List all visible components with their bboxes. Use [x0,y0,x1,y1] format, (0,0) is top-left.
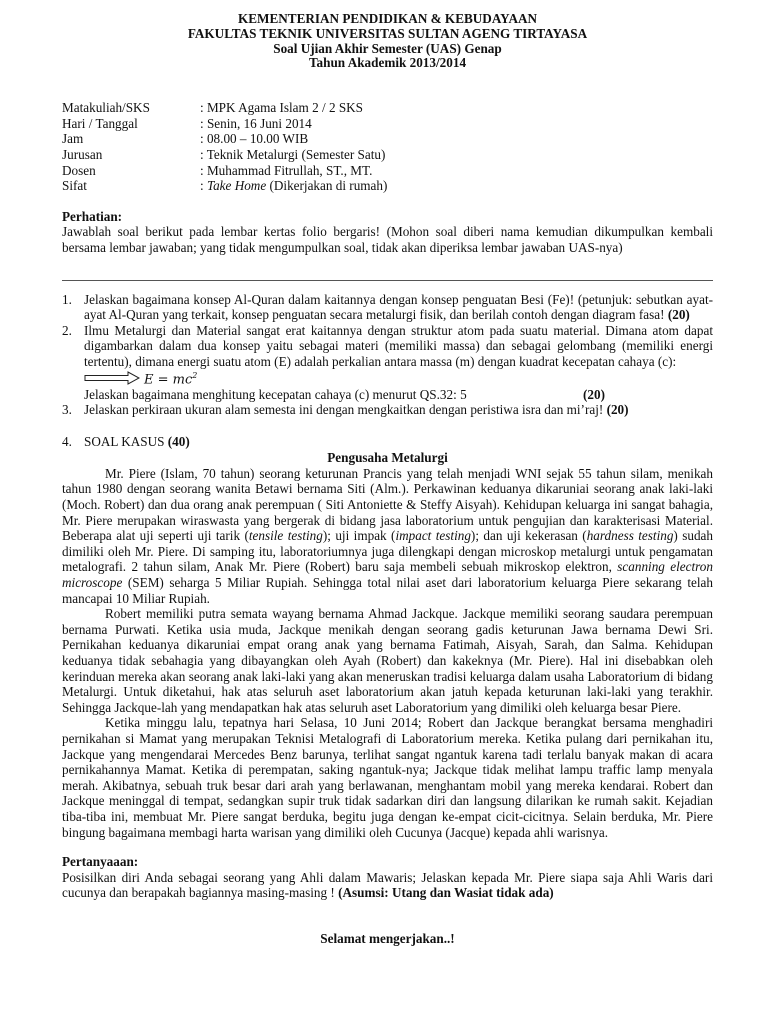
info-row-date [62,116,713,132]
info-row-time [62,131,713,147]
question-followup: Jelaskan bagaimana menghitung kecepatan cahaya (c) menurut QS.32: 5 [84,386,467,402]
question-number: 2. [62,322,72,338]
info-label: Sifat [62,178,87,194]
case-term: scanning electron microscope [62,559,713,591]
info-label: Dosen [62,162,96,178]
question-number: 1. [62,291,72,307]
info-row-lecturer [62,163,713,179]
case-paragraph: Robert memiliki putra semata wayang bernama Ahmad Jackque. Jackque memiliki seorang saudara perempuan bernama Purwati. Ketika usia muda, Jackque menikah dengan seorang gadis keturunan Jawa bernama Dewi Sri. Pernikahan keduanya dikaruniai empat orang anak yang bernama Fatimah, Aisyah, Sarah, dan Salma. Kehidupan keduanya tidak sebahagia yang dibayangkan oleh Ayah (Robert) dan kakeknya (Mr. Piere). Hal ini disebabkan oleh kerinduan mereka akan seorang anak laki-laki yang akan meneruskan tradisi keluarga dalam usaha Laboratorium di bidang Metalurgi. Untuk diketahui, hak atas seluruh aset laboratorium akan jatuh kepada keturunan laki-laki yang terakhir. Sehingga Jackque-lah yang mendapatkan hak atas seluruh aset Laboratorium yang dimiliki oleh keluarga besar Piere. [62,606,713,715]
case-text: ); dan uji kekerasan ( [470,528,587,544]
question-body [84,323,713,402]
question-prompt: Posisilkan diri Anda sebagai seorang yang Ahli dalam Mawaris; Jelaskan kepada Mr. Piere siapa saja Ahli Waris dari cucunya dan berapakah bagiannya masing-masing ! [62,869,713,901]
info-value: : 08.00 – 10.00 WIB [200,131,309,147]
question-score: (20) [606,402,629,418]
question-number: 4. [62,433,72,449]
question-item [62,402,713,418]
case-paragraph: Ketika minggu lalu, tepatnya hari Selasa, 10 Juni 2014; Robert dan Jackque berangkat bersama menghadiri pernikahan si Mamat yang merupakan Teknisi Metalografi di Laboratorium mereka. Ketika pulang dari pernikahan itu, Jackque yang mengendarai Mercedes Benz barunya, terlihat sangat ngantuk karena tadi terlalu banyak makan di acara pernikahannya Mamat. Ketika di perempatan, saking ngantuk-nya; Jackque tidak melihat lampu traffic lamp menyala merah. Akibatnya, sebuah truk besar dari arah yang berlawanan, menghantam mobil yang mereka kendarai. Robert dan Jackque meninggal di tempat, sedangkan supir truk tidak sadarkan diri dan langsung dilarikan ke rumah sakit. Kejadian tiba-tiba ini, membuat Mr. Piere sangat berduka, begitu juga dengan ke-empat cicit-cicitnya. Selain berduka, Mr. Piere bingung bagaimana membagi harta warisan yang dimiliki oleh Cucunya (Jacque) kepada ahli warisnya. [62,715,713,840]
info-row-nature [62,178,713,194]
question-score: (20) [583,386,605,402]
case-term: impact testing [395,528,471,544]
question-score: (20) [667,307,690,323]
question-section-text [62,870,713,901]
notice-text: Jawablah soal berikut pada lembar kertas folio bergaris! (Mohon soal diberi nama kemudian dikumpulkan kembali bersama lembar jawaban; yang tidak mengumpulkan soal, tidak akan diperiksa lembar jawaban UAS-nya) [62,224,713,255]
arrow-right-icon [84,371,140,385]
assumption-note: (Asumsi: Utang dan Wasiat tidak ada) [338,885,554,901]
info-value: : MPK Agama Islam 2 / 2 SKS [200,100,364,116]
info-row-course [62,100,713,116]
notice-title: Perhatian: [62,208,123,224]
info-value: : Muhammad Fitrullah, ST., MT. [200,162,373,178]
info-row-department [62,147,713,163]
academic-year: Tahun Akademik 2013/2014 [308,55,467,71]
case-term: hardness testing [586,528,674,544]
question-text: Ilmu Metalurgi dan Material sangat erat kaitannya dengan struktur atom pada suatu material. Dimana atom dapat digambarkan dalam dua konsep yaitu sebagai materi (memiliki massa) dan sebagai gelombang (memiliki energi tertentu), dimana energi suatu atom (E) adalah perkalian antara massa (m) dengan kuadrat kecepatan cahaya (c): [84,322,713,369]
question-body [84,292,713,323]
faculty-heading: FAKULTAS TEKNIK UNIVERSITAS SULTAN AGENG TIRTAYASA [187,25,588,41]
take-home-text: Take Home [206,178,267,194]
ministry-heading: KEMENTERIAN PENDIDIKAN & KEBUDAYAAN [237,11,538,26]
info-label: Hari / Tanggal [62,115,138,131]
question-item [62,434,713,450]
info-value: : Senin, 16 Juni 2014 [200,115,312,131]
document-header [62,12,713,71]
exam-info-table [62,100,713,194]
question-list [62,292,713,450]
formula-line [84,370,713,387]
section-divider [62,280,713,281]
case-text: (SEM) seharga 5 Miliar Rupiah. Sehingga total nilai aset dari laboratorium keluarga Piere sekarang telah mancapai 10 Miliar Rupiah. [62,575,713,606]
question-text: SOAL KASUS [84,433,168,449]
case-text: ); uji impak ( [322,528,396,544]
info-label: Jurusan [62,146,103,162]
info-label: Jam [62,131,84,147]
energy-formula [144,368,197,388]
info-value-rest: (Dikerjakan di rumah) [266,178,388,194]
info-value: : Teknik Metalurgi (Semester Satu) [200,146,386,162]
question-body [84,402,713,418]
case-title: Pengusaha Metalurgi [327,450,448,466]
case-paragraph [62,466,713,606]
info-value [200,178,387,194]
question-text: Jelaskan perkiraan ukuran alam semesta ini dengan mengkaitkan dengan peristiwa isra dan mi’raj! [84,402,607,418]
exam-title: Soal Ujian Akhir Semester (UAS) Genap [273,40,502,56]
question-body [84,434,713,450]
question-followup-line [84,387,713,403]
question-score: (40) [167,433,190,449]
closing-message: Selamat mengerjakan..! [320,930,455,946]
info-colon: : [200,178,207,194]
question-item [62,323,713,402]
info-label: Matakuliah/SKS [62,100,150,116]
question-number: 3. [62,402,72,418]
formula-exponent: 2 [192,371,198,381]
question-text: Jelaskan bagaimana konsep Al-Quran dalam kaitannya dengan konsep penguatan Besi (Fe)! (petunjuk: sebutkan ayat-ayat Al-Quran yang terkait, konsep penguatan secara metalurgi fisik, dan berilah contoh dengan diagram fasa! [84,291,713,323]
case-text: ) sudah dimiliki oleh Mr. Piere. Di samping itu, laboratoriumnya juga dilengkapi dengan microskop metalurgi untuk pengamatan metalografi. 2 tahun silam, Anak Mr. Piere (Robert) baru saja membeli sebuah mikroskop elektron, [62,528,713,575]
case-text: Mr. Piere (Islam, 70 tahun) seorang keturunan Prancis yang telah menjadi WNI sejak 55 tahun silam, menikah tahun 1980 dengan seorang wanita Betawi bernama Siti (Alm.). Perkawinan keduanya dikaruniai seorang anak laki-laki (Moch. Robert) dan dua orang anak perempuan ( Siti Antoniette & Steffy Aisyah). Kehidupan keluarga ini sangat bahagia, Mr. Piere merupakan wiraswasta yang bergerak di bidang jasa laboratorium untuk pengujian dan karakterisasi Material. Beberapa alat uji seperti uji tarik ( [62,465,713,544]
question-item [62,292,713,323]
case-term: tensile testing [248,528,323,544]
formula-text: E = mc [144,372,193,388]
question-section-title: Pertanyaaan: [62,854,139,870]
